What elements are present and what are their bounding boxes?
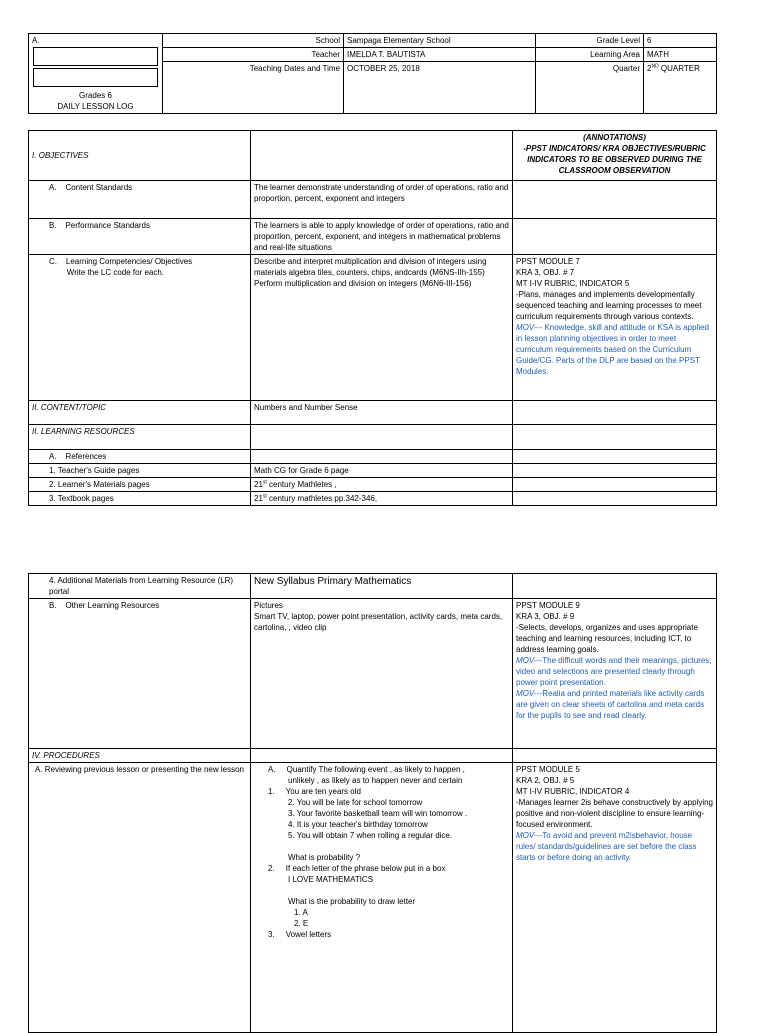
other-resources-ann <box>513 599 717 749</box>
quarter-num: 2 <box>647 64 652 73</box>
quarter-word: QUARTER <box>658 64 700 73</box>
content-standards-ann <box>513 181 717 219</box>
lm-num: 21 <box>254 480 263 489</box>
other-ann-mov-2 <box>516 688 713 721</box>
school-label: School <box>163 34 344 48</box>
mov-text-1: ---The difficult words and their meanings, pictures, video and selections are presented clearly through power point presentation. <box>516 656 712 687</box>
review-ann-mov <box>516 830 713 863</box>
blank-box-2 <box>33 68 158 87</box>
learners-materials-ann <box>513 478 717 492</box>
textbook-ann <box>513 492 717 506</box>
other-ann-mov-1 <box>516 655 713 688</box>
proc-line <box>254 841 509 852</box>
proc-line: 2. You will be late for school tomorrow <box>288 798 423 807</box>
header-table <box>28 33 717 114</box>
additional-materials-label: 4. Additional Materials from Learning Resource (LR) portal <box>29 574 251 599</box>
content-topic-label: II. CONTENT/TOPIC <box>29 401 251 425</box>
proc-line: 3. Your favorite basketball team will win tomorrow . <box>288 809 468 818</box>
dates-value: OCTOBER 25, 2018 <box>344 62 536 114</box>
proc-line: unlikely , as likely as to happen never and certain <box>288 776 463 785</box>
lm-sup: st <box>262 479 267 486</box>
header-left-cell <box>29 34 163 114</box>
grades-label: Grades 6 <box>79 91 112 100</box>
quarter-sup: ND <box>651 63 659 70</box>
proc-line <box>254 885 509 896</box>
objectives-table <box>28 130 717 506</box>
blank-box-1 <box>33 47 158 66</box>
mov-prefix-3: MOV <box>516 831 535 840</box>
proc-line: 4. It is your teacher's birthday tomorrow <box>288 820 428 829</box>
review-ann <box>513 763 717 1033</box>
objectives-label: I. OBJECTIVES <box>29 131 251 181</box>
proc-line: What is the probability to draw letter <box>288 897 416 906</box>
competencies-ann <box>513 255 717 401</box>
textbook-value <box>251 492 513 506</box>
procedures-table <box>28 573 717 1033</box>
quarter-value <box>644 62 717 114</box>
additional-materials-ann <box>513 574 717 599</box>
performance-standards-ann <box>513 219 717 255</box>
learning-resources-label: II. LEARNING RESOURCES <box>29 425 251 450</box>
procedure-steps <box>251 763 513 1033</box>
school-value: Sampaga Elementary School <box>344 34 536 48</box>
learning-resources-value <box>251 425 513 450</box>
mov-prefix-2: MOV <box>516 689 535 698</box>
review-lesson-label: A. Reviewing previous lesson or presenting the new lesson <box>29 763 251 1033</box>
teacher-value: IMELDA T. BAUTISTA <box>344 48 536 62</box>
references-label: A. References <box>29 450 251 464</box>
competencies-ann-text: PPST MODULE 7 KRA 3, OBJ. # 7 MT I-IV RUBRIC, INDICATOR 5 -Plans, manages and implements developmentally sequenced teaching and learning processes to meet curriculum requirements through various contexts. <box>516 257 702 321</box>
procedures-value <box>251 749 513 763</box>
learning-resources-ann <box>513 425 717 450</box>
performance-standards-value: The learners is able to apply knowledge of order of operations, ratio and proportion, percent, exponent, and integers in mathematical problems and real-life situations <box>251 219 513 255</box>
tb-num: 21 <box>254 494 263 503</box>
proc-line: 2. If each letter of the phrase below put in a box <box>268 864 446 873</box>
proc-line: 2. E <box>294 919 309 928</box>
annotations-header: (ANNOTATIONS) -PPST INDICATORS/ KRA OBJECTIVES/RUBRIC INDICATORS TO BE OBSERVED DURING THE CLASSROOM OBSERVATION <box>513 131 717 181</box>
proc-line: I LOVE MATHEMATICS <box>288 875 374 884</box>
proc-line: 1. A <box>294 908 308 917</box>
other-ann-text: PPST MODULE 9 KRA 3, OBJ. # 9 -Selects, develops, organizes and uses appropriate teaching and learning resources, including ICT, to address learning goals. <box>516 601 698 654</box>
teacher-label: Teacher <box>163 48 344 62</box>
tb-rest: century mathletes pp.342-346, <box>266 494 378 503</box>
competencies-label: C. Learning Competencies/ Objectives Write the LC code for each. <box>29 255 251 401</box>
learners-materials-value <box>251 478 513 492</box>
proc-line: 1. You are ten years old <box>268 787 361 796</box>
learning-area-value: MATH <box>644 48 717 62</box>
content-standards-label: A. Content Standards <box>29 181 251 219</box>
proc-line: A. Quantify The following event , as likely to happen , <box>268 765 465 774</box>
grade-level-value: 6 <box>644 34 717 48</box>
proc-line: 5. You will obtain 7 when rolling a regular dice. <box>288 831 453 840</box>
learning-area-label: Learning Area <box>536 48 644 62</box>
mov-text-2: ---Realia and printed materials like activity cards are given on clear sheets of cartolina and meta cards for the pupils to see and read clearly. <box>516 689 705 720</box>
mov-text-3: ---To avoid and prevent m2isbehavior, house rules/ standards/guidelines are set before the class starts or before doing an activity. <box>516 831 697 862</box>
grade-level-label: Grade Level <box>536 34 644 48</box>
a-label: A. <box>32 36 40 45</box>
procedures-ann <box>513 749 717 763</box>
tb-sup: st <box>262 493 267 500</box>
lm-rest: century Mathletes , <box>266 480 337 489</box>
teachers-guide-value: Math CG for Grade 6 page <box>251 464 513 478</box>
quarter-label: Quarter <box>536 62 644 114</box>
procedures-label: IV. PROCEDURES <box>29 749 251 763</box>
content-topic-value: Numbers and Number Sense <box>251 401 513 425</box>
mov-text: --- Knowledge, skill and attitude or KSA is applied in lesson planning objectives in order to meet curriculum requirements based on the Curriculum Guide/CG. Parts of the DLP are based on the PPST Modules. <box>516 323 709 376</box>
competencies-ann-mov <box>516 322 713 377</box>
log-title: DAILY LESSON LOG <box>57 102 134 111</box>
dates-label: Teaching Dates and Time <box>163 62 344 114</box>
content-topic-ann <box>513 401 717 425</box>
learners-materials-label: 2. Learner's Materials pages <box>29 478 251 492</box>
review-ann-text: PPST MODULE 5 KRA 2, OBJ. # 5 MT I-IV RUBRIC, INDICATOR 4 -Manages learner 2is behave constructively by applying positive and non-violent discipline to ensure learning-focused environment. <box>516 765 713 829</box>
competencies-value: Describe and interpret multiplication and division of integers using materials algebra tiles, counters, chips, andcards (M6NS-IIh-155) Perform multiplication and division on integers (M6N6-III-156) <box>251 255 513 401</box>
proc-line: What is probability ? <box>288 853 361 862</box>
mov-prefix-1: MOV <box>516 656 535 665</box>
proc-line: 3. Vowel letters <box>268 930 332 939</box>
teachers-guide-label: 1. Teacher's Guide pages <box>29 464 251 478</box>
performance-standards-label: B. Performance Standards <box>29 219 251 255</box>
other-resources-label: B. Other Learning Resources <box>29 599 251 749</box>
content-standards-value: The learner demonstrate understanding of order of operations, ratio and proportion, percent, exponent and integers <box>251 181 513 219</box>
references-ann <box>513 450 717 464</box>
additional-materials-value: New Syllabus Primary Mathematics <box>251 574 513 599</box>
objectives-empty <box>251 131 513 181</box>
references-value <box>251 450 513 464</box>
other-resources-value: Pictures Smart TV, laptop, power point presentation, activity cards, meta cards, cartolina, , video clip <box>251 599 513 749</box>
teachers-guide-ann <box>513 464 717 478</box>
textbook-label: 3. Textbook pages <box>29 492 251 506</box>
mov-prefix: MOV <box>516 323 535 332</box>
